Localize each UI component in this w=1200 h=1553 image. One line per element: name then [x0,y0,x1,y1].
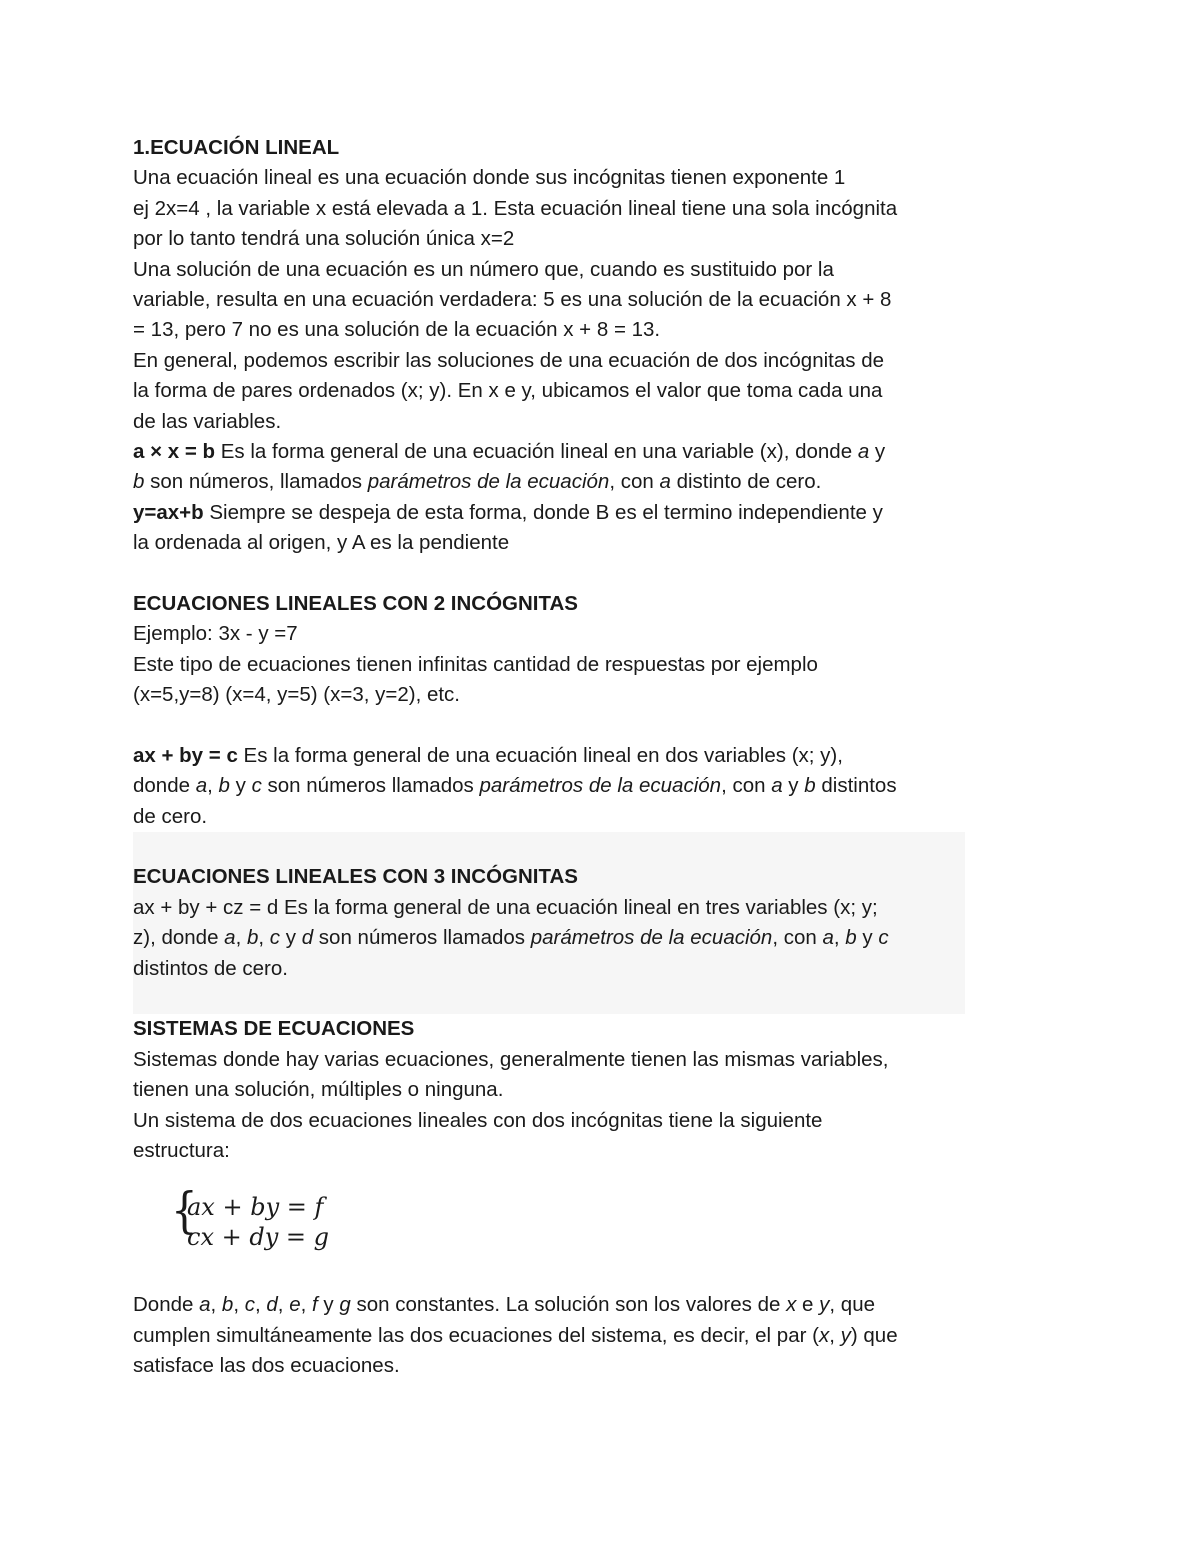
formula-line-one-variable [133,437,993,467]
italic-run: b [845,926,857,950]
text-run: , [210,1293,222,1317]
text-run: ) que [850,1323,898,1347]
text-run: Es la forma general de una ecuación lineal en dos variables (x; y), [237,743,843,767]
text-run: e [796,1293,820,1317]
document-body [133,133,993,1381]
text-run: y [856,926,879,950]
italic-run: y [840,1323,851,1347]
text-run: , [300,1293,313,1317]
italic-run: c [244,1293,255,1317]
paragraph-line: (x=5,y=8) (x=4, y=5) (x=3, y=2), etc. [133,683,460,707]
equation-system [171,1182,993,1278]
text-run: y [782,774,805,798]
paragraph-line [133,923,965,953]
text-run: , [833,926,846,950]
text-run: son constantes. La solución son los valores de [350,1293,787,1317]
text-run: y [229,774,252,798]
text-run: son números llamados [261,774,480,798]
italic-run: c [269,926,281,950]
paragraph-line: Ejemplo: 3x - y =7 [133,622,298,646]
italic-run: x [818,1323,830,1347]
text-run: z), donde [133,926,225,950]
spacer [133,984,965,1014]
paragraph-line: Una ecuación lineal es una ecuación donde sus incógnitas tienen exponente 1 [133,166,846,190]
section-title-sistemas: SISTEMAS DE ECUACIONES [133,1017,415,1041]
text-run: y [280,926,302,950]
paragraph-line: de cero. [133,804,208,828]
text-run: , con [609,470,660,494]
text-run: , con [772,926,823,950]
italic-run: a [224,926,236,950]
text-run: , [277,1293,290,1317]
paragraph-line: Una solución de una ecuación es un número que, cuando es sustituido por la [133,257,834,281]
text-run: Siempre se despeja de esta forma, donde B es el termino independiente y [203,500,883,524]
italic-run: parámetros de la ecuación [530,926,773,950]
section-title-tres-incognitas: ECUACIONES LINEALES CON 3 INCÓGNITAS [133,865,578,889]
paragraph-line: En general, podemos escribir las soluciones de una ecuación de dos incógnitas de [133,348,885,372]
text-run: son números, llamados [144,470,368,494]
formula-bold: y=ax+b [133,500,204,524]
paragraph-line: por lo tanto tendrá una solución única x=2 [133,227,515,251]
text-run: distintos [815,774,897,798]
italic-run: a [771,774,783,798]
text-run: Es la forma general de una ecuación lineal en una variable (x), donde [215,439,858,463]
paragraph-line: Este tipo de ecuaciones tienen infinitas cantidad de respuestas por ejemplo [133,652,818,676]
section-title-dos-incognitas: ECUACIONES LINEALES CON 2 INCÓGNITAS [133,591,578,615]
italic-run: e [289,1293,301,1317]
paragraph-line: estructura: [133,1138,230,1162]
italic-run: b [218,774,230,798]
italic-run: y [819,1293,830,1317]
text-run: donde [133,774,196,798]
italic-run: d [301,926,314,950]
italic-run: b [221,1293,234,1317]
italic-run: a [195,774,208,798]
italic-run: a [199,1293,211,1317]
italic-run: a [822,926,834,950]
system-equation-1: ax + by = f [187,1193,324,1222]
italic-run: x [786,1293,797,1317]
text-run: y [869,439,886,463]
paragraph-line: la ordenada al origen, y A es la pendiente [133,531,510,555]
paragraph-line: = 13, pero 7 no es una solución de la ecuación x + 8 = 13. [133,318,661,342]
italic-run: c [251,774,262,798]
text-run: , [207,774,219,798]
italic-run: g [339,1293,351,1317]
paragraph-line: distintos de cero. [133,956,288,980]
brace-icon: { [171,1182,198,1239]
formula-bold: ax + by = c [133,743,238,767]
paragraph-line [133,1290,993,1320]
italic-run: c [878,926,889,950]
paragraph-line [133,467,993,497]
italic-run: a [857,439,870,463]
paragraph-line: de las variables. [133,409,282,433]
italic-run: d [266,1293,278,1317]
paragraph-line: Sistemas donde hay varias ecuaciones, generalmente tienen las mismas variables, [133,1047,889,1071]
text-run: son números llamados [313,926,531,950]
formula-bold: a × x = b [133,439,216,463]
text-run: , [258,926,270,950]
text-run: y [317,1293,340,1317]
text-run: distinto de cero. [670,470,822,494]
text-run: cumplen simultáneamente las dos ecuaciones del sistema, es decir, el par ( [133,1323,819,1347]
paragraph-line: ax + by + cz = d Es la forma general de una ecuación lineal en tres variables (x; y; [133,895,878,919]
italic-run: b [804,774,816,798]
paragraph-line [133,771,993,801]
italic-run: b [133,470,145,494]
paragraph-line: satisface las dos ecuaciones. [133,1354,400,1378]
paragraph-line: tienen una solución, múltiples o ninguna. [133,1078,504,1102]
text-run: , [235,926,247,950]
italic-run: parámetros de la ecuación [367,470,610,494]
paragraph-line [133,1321,993,1351]
text-run: Donde [133,1293,200,1317]
system-equation-2: cx + dy = g [187,1223,329,1252]
formula-line-two-variables [133,741,993,771]
section-title-ecuacion-lineal: 1.ECUACIÓN LINEAL [133,136,340,159]
italic-run: b [246,926,259,950]
text-run: , que [829,1293,876,1317]
italic-run: parámetros de la ecuación [479,774,722,798]
spacer [133,832,965,862]
paragraph-line: Un sistema de dos ecuaciones lineales con dos incógnitas tiene la siguiente [133,1108,823,1132]
italic-run: f [312,1293,318,1317]
spacer [133,558,993,588]
italic-run: a [659,470,671,494]
paragraph-line: ej 2x=4 , la variable x está elevada a 1. Esta ecuación lineal tiene una sola incógnita [133,196,898,220]
spacer [133,710,993,740]
shaded-block [133,832,965,1014]
text-run: , [829,1323,841,1347]
formula-line-slope-intercept [133,498,993,528]
paragraph-line: variable, resulta en una ecuación verdadera: 5 es una solución de la ecuación x + 8 [133,287,892,311]
text-run: , con [721,774,772,798]
paragraph-line: la forma de pares ordenados (x; y). En x e y, ubicamos el valor que toma cada una [133,379,883,403]
text-run: , [254,1293,267,1317]
text-run: , [233,1293,245,1317]
